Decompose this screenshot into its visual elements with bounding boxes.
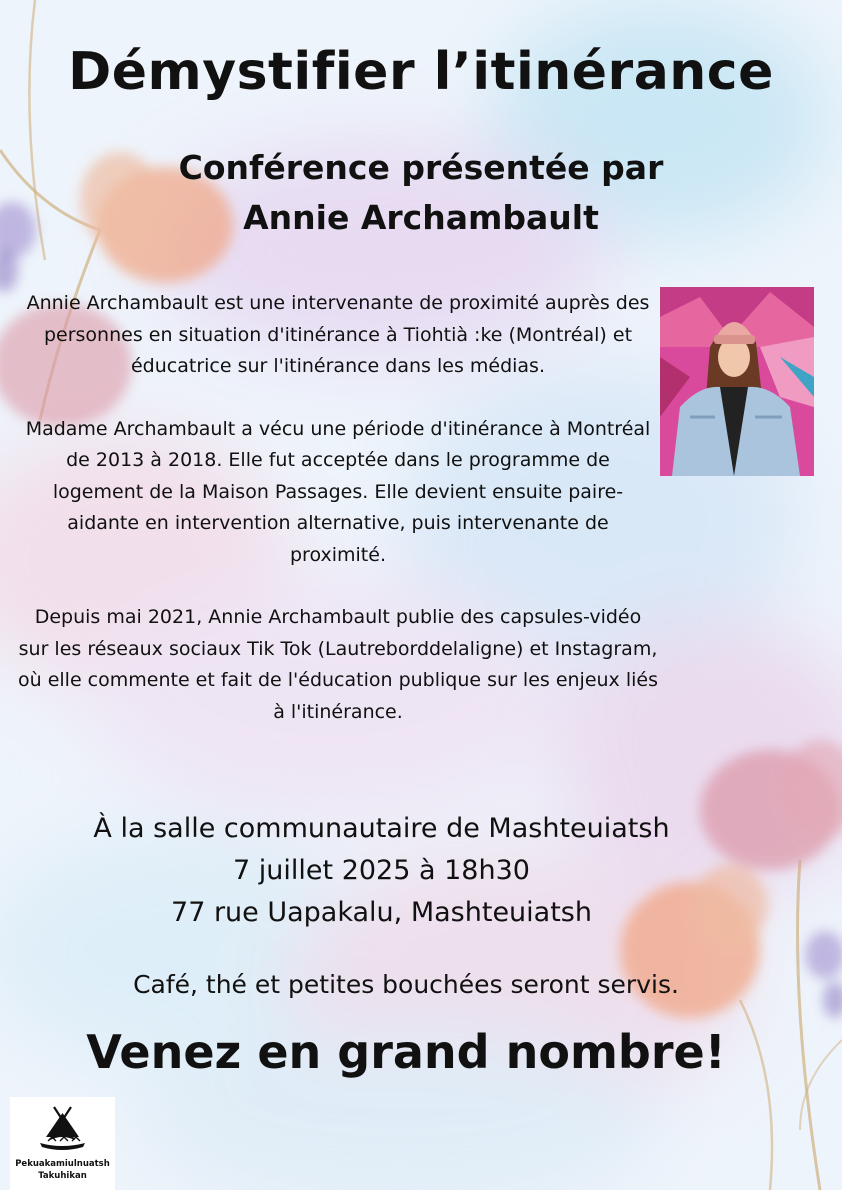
event-location: À la salle communautaire de Mashteuiatsh [93,813,670,844]
refreshments-note: Café, thé et petites bouchées seront servis. [133,970,679,999]
bio-paragraph: Madame Archambault a vécu une période d'itinérance à Montréal de 2013 à 2018. Elle fut acceptée dans le programme de logement de la Maison Passages. Elle devient ensuite paire-aidante en intervention alternative, puis intervenante de proximité. [25,417,651,566]
event-datetime: 7 juillet 2025 à 18h30 [233,855,530,886]
bio-paragraph: Depuis mai 2021, Annie Archambault publie des capsules-vidéo sur les réseaux sociaux Tik Tok (Lautreborddelaligne) et Instagram, où elle commente et fait de l'éducation publique sur les enjeux liés à l'itinérance. [18,606,658,723]
speaker-photo [660,287,814,476]
logo-text-line-2: Takuhikan [38,1171,87,1181]
bio-paragraph: Annie Archambault est une intervenante de proximité auprès des personnes en situation d'itinérance à Tiohtià :ke (Montréal) et éducatrice sur l'itinérance dans les médias. [26,292,650,377]
event-details [0,808,763,934]
subtitle-speaker-name: Annie Archambault [243,198,599,237]
call-to-action: Venez en grand nombre! [86,1025,726,1079]
organization-logo [10,1097,115,1190]
event-address: 77 rue Uapakalu, Mashteuiatsh [171,897,592,928]
tent-emblem-icon [10,1097,115,1159]
speaker-bio [18,288,658,759]
subtitle-line-1: Conférence présentée par [178,148,664,187]
poster-subtitle [0,143,842,243]
logo-text-line-1: Pekuakamiulnuatsh [15,1159,110,1169]
poster-title: Démystifier l’itinérance [68,42,774,102]
